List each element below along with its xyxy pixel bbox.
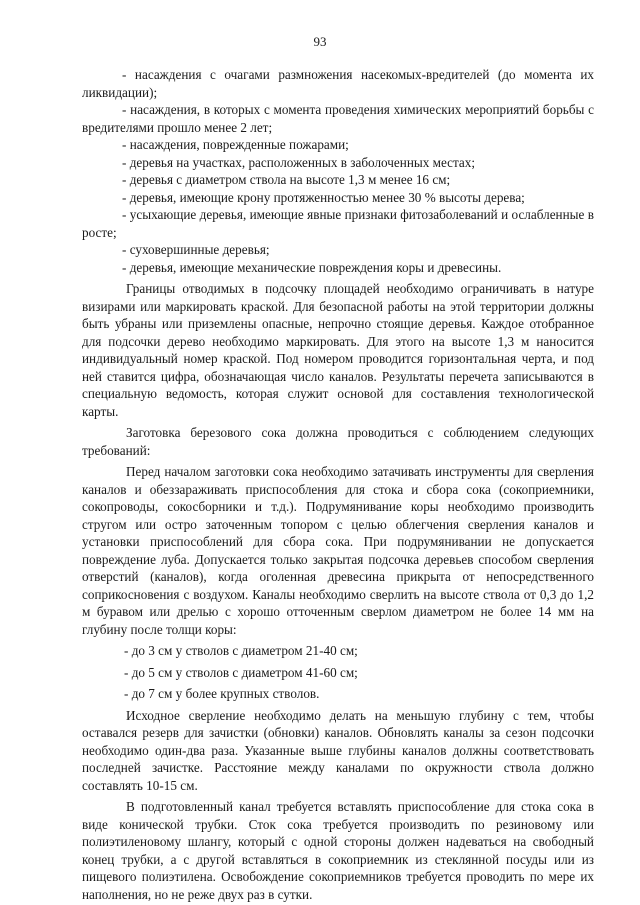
depth-item: - до 5 см у стволов с диаметром 41-60 см; xyxy=(124,664,358,680)
depth-item: - до 3 см у стволов с диаметром 21-40 см; xyxy=(124,643,358,658)
list-item: - насаждения, в которых с момента проведения химических мероприятий борьбы с вредителями прошло менее 2 лет; xyxy=(82,102,594,135)
paragraph-prepared-channel: В подготовленный канал требуется вставлять приспособление для стока сока в виде конической трубки. Сток сока требуется производить по резиновому или полиэтиленовому шлангу, который с одной стороны должен надеваться на свободный конец трубки, а с другой вставляться в сокоприемник из стеклянной посуды или из пищевого полиэтилена. Освобождение сокоприемников требуется проводить по мере их наполнения, но не реже двух раз в сутки. xyxy=(82,799,594,902)
depth-item: - до 7 см у более крупных стволов. xyxy=(124,686,320,701)
list-item: - деревья на участках, расположенных в заболоченных местах; xyxy=(122,154,476,170)
document-body xyxy=(82,66,594,903)
list-item: - деревья, имеющие механические повреждения коры и древесины. xyxy=(122,259,502,275)
list-item: - суховершинные деревья; xyxy=(122,242,270,257)
list-item: - насаждения, поврежденные пожарами; xyxy=(122,137,349,152)
paragraph-initial-drilling: Исходное сверление необходимо делать на меньшую глубину с тем, чтобы оставался резерв для зачистки (обновки) каналов. Обновлять каналы за сезон подсочки необходимо один-два раза. Указанные выше глубины каналов должны соответствовать последней зачистке. Расстояние между каналами по окружности ствола должно составлять 10-15 см. xyxy=(82,707,594,793)
paragraph-requirements: Заготовка березового сока должна проводиться с соблюдением следующих требований: xyxy=(82,425,594,458)
list-item: - насаждения с очагами размножения насекомых-вредителей (до момента их ликвидации); xyxy=(82,67,594,100)
list-item: - деревья, имеющие крону протяженностью менее 30 % высоты дерева; xyxy=(122,189,525,205)
list-item: - усыхающие деревья, имеющие явные признаки фитозаболеваний и ослабленные в росте; xyxy=(82,207,594,240)
paragraph-boundaries: Границы отводимых в подсочку площадей необходимо ограничивать в натуре визирами или маркировать краской. Для безопасной работы на этой территории должны быть убраны или приземлены опасные, непрочно стоящие деревья. Каждое отобранное для подсочки дерево необходимо маркировать. Для этого на высоте 1,3 м наносится индивидуальный номер краской. Под номером проводится горизонтальная черта, и под ней ставится цифра, обозначающая число каналов. Результаты перечета записываются в специальную ведомость, которая служит основой для составления технологической карты. xyxy=(82,281,594,419)
paragraph-before-start: Перед началом заготовки сока необходимо затачивать инструменты для сверления каналов и обеззараживать приспособления для стока и сбора сока (сокоприемники, сокопроводы, сокосборники и т.д.). Подрумянивание коры необходимо производить стругом или остро заточенным топором с целью облегчения сверления каналов и установки приспособлений для сбора сока. При подрумянивании не допускается повреждение луба. Допускается только закрытая подсочка деревьев способом сверления отверстий (каналов), когда оголенная древесина прикрыта от непосредственного соприкосновения с воздухом. Каналы необходимо сверлить на высоте ствола от 0,3 до 1,2 м буравом или дрелью с хорошо отточенным сверлом диаметром не более 14 мм на глубину после толщи коры: xyxy=(82,464,594,637)
list-item: - деревья с диаметром ствола на высоте 1,3 м менее 16 см; xyxy=(122,172,451,187)
page-number: 93 xyxy=(313,34,327,49)
